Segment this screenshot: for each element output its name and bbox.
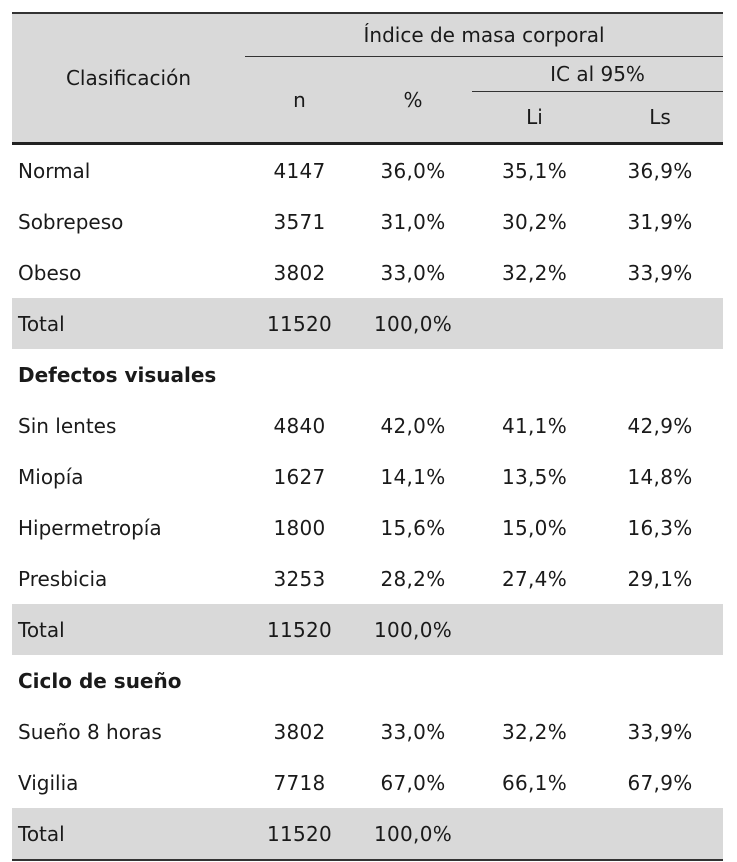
cell-ls: 36,9% — [627, 158, 693, 183]
cell-n: 11520 — [245, 808, 354, 860]
cell-li: 32,2% — [501, 719, 568, 744]
row-label: Ciclo de sueño — [18, 668, 182, 693]
section-header-row — [12, 349, 723, 400]
header-n: n — [245, 57, 354, 144]
data-table — [12, 12, 723, 861]
cell-n: 1627 — [273, 464, 326, 489]
table-header — [12, 13, 723, 144]
table-row — [12, 247, 723, 298]
cell-percent: 28,2% — [380, 566, 446, 591]
table-row — [12, 757, 723, 808]
cell-li: 32,2% — [501, 260, 568, 285]
cell-percent — [354, 349, 472, 400]
cell-percent: 15,6% — [380, 515, 446, 540]
cell-n: 7718 — [273, 770, 326, 795]
cell-percent: 100,0% — [354, 808, 472, 860]
cell-ls: 31,9% — [627, 209, 693, 234]
row-label: Miopía — [18, 464, 84, 489]
row-label: Sueño 8 horas — [18, 719, 162, 744]
cell-li: 66,1% — [501, 770, 568, 795]
row-label: Sobrepeso — [18, 209, 124, 234]
cell-ls: 67,9% — [627, 770, 693, 795]
cell-percent — [354, 655, 472, 706]
total-row — [12, 808, 723, 860]
cell-ls — [597, 655, 723, 706]
row-label: Defectos visuales — [18, 362, 217, 387]
cell-li — [472, 349, 597, 400]
cell-li: 27,4% — [501, 566, 568, 591]
table-row — [12, 553, 723, 604]
cell-percent: 42,0% — [380, 413, 446, 438]
cell-n: 3253 — [273, 566, 326, 591]
row-label: Obeso — [18, 260, 82, 285]
header-li: Li — [472, 92, 597, 144]
cell-ls — [597, 808, 723, 860]
cell-li — [472, 604, 597, 655]
cell-li — [472, 298, 597, 349]
cell-n: 3571 — [273, 209, 326, 234]
cell-ls: 33,9% — [627, 719, 693, 744]
cell-ls: 16,3% — [627, 515, 693, 540]
row-label: Total — [12, 298, 245, 349]
total-row — [12, 604, 723, 655]
cell-li: 13,5% — [501, 464, 568, 489]
cell-percent: 14,1% — [380, 464, 446, 489]
cell-ls — [597, 298, 723, 349]
cell-n: 1800 — [273, 515, 326, 540]
table-row — [12, 706, 723, 757]
cell-ls — [597, 349, 723, 400]
cell-percent: 100,0% — [354, 298, 472, 349]
cell-ls — [597, 604, 723, 655]
cell-li: 15,0% — [501, 515, 568, 540]
row-label: Normal — [18, 158, 91, 183]
table-row — [12, 502, 723, 553]
row-label: Sin lentes — [18, 413, 117, 438]
cell-n: 4147 — [273, 158, 326, 183]
cell-n: 11520 — [245, 604, 354, 655]
table-row — [12, 144, 723, 197]
cell-ls: 14,8% — [627, 464, 693, 489]
cell-n: 4840 — [273, 413, 326, 438]
row-label: Vigilia — [18, 770, 79, 795]
cell-li: 30,2% — [501, 209, 568, 234]
cell-n: 3802 — [273, 719, 326, 744]
cell-ls: 42,9% — [627, 413, 693, 438]
header-ci: IC al 95% — [472, 57, 723, 92]
cell-percent: 33,0% — [380, 260, 446, 285]
cell-li — [472, 655, 597, 706]
cell-n — [245, 655, 354, 706]
row-label: Total — [12, 604, 245, 655]
cell-li — [472, 808, 597, 860]
section-header-row — [12, 655, 723, 706]
cell-n — [245, 349, 354, 400]
total-row — [12, 298, 723, 349]
table-row — [12, 196, 723, 247]
header-ls: Ls — [597, 92, 723, 144]
cell-percent: 100,0% — [354, 604, 472, 655]
header-percent: % — [354, 57, 472, 144]
table-row — [12, 400, 723, 451]
cell-n: 3802 — [273, 260, 326, 285]
cell-percent: 36,0% — [380, 158, 446, 183]
row-label: Hipermetropía — [18, 515, 162, 540]
row-label: Presbicia — [18, 566, 108, 591]
cell-percent: 33,0% — [380, 719, 446, 744]
cell-percent: 31,0% — [380, 209, 446, 234]
cell-li: 41,1% — [501, 413, 568, 438]
row-label: Total — [12, 808, 245, 860]
cell-n: 11520 — [245, 298, 354, 349]
header-classification: Clasificación — [12, 13, 245, 144]
cell-li: 35,1% — [501, 158, 568, 183]
cell-percent: 67,0% — [380, 770, 446, 795]
header-group: Índice de masa corporal — [245, 13, 723, 57]
table-body — [12, 144, 723, 861]
cell-ls: 33,9% — [627, 260, 693, 285]
table-row — [12, 451, 723, 502]
cell-ls: 29,1% — [627, 566, 693, 591]
